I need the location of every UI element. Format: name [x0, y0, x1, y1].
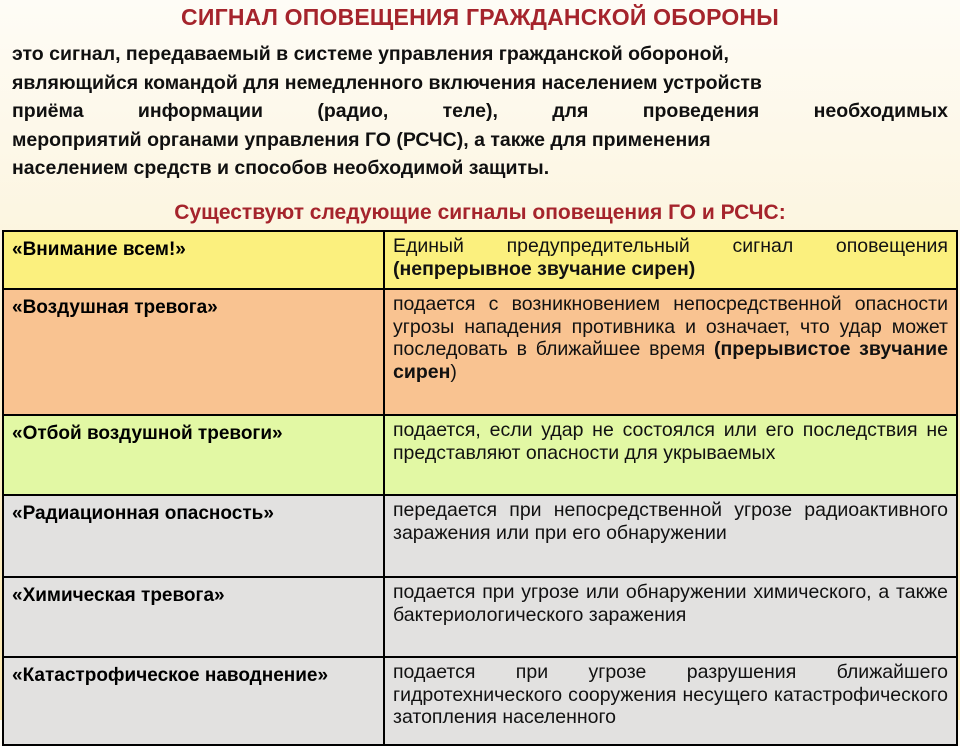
signals-table [2, 230, 958, 746]
table-row [3, 231, 957, 289]
description-text: подается при угрозе разрушения ближайшего гидротехнического сооружения несущего катастрофического затопления населенного [393, 661, 948, 728]
definition-paragraph [12, 40, 948, 183]
description-tail: ) [450, 360, 457, 383]
table-row [3, 577, 957, 657]
description-text: подается, если удар не состоялся или его последствия не представляют опасности для укрываемых [393, 419, 948, 464]
signal-description [384, 577, 957, 657]
definition-line: это сигнал, передаваемый в системе управления гражданской обороной, [12, 43, 729, 65]
table-row [3, 495, 957, 577]
table-row [3, 657, 957, 745]
description-bold: (прерывистое звучание сирен [393, 338, 948, 383]
description-bold: (непрерывное звучание сирен) [393, 257, 696, 280]
definition-line: являющийся командой для немедленного включения населением устройств [12, 71, 762, 94]
table-row [3, 415, 957, 495]
slide-title: СИГНАЛ ОПОВЕЩЕНИЯ ГРАЖДАНСКОЙ ОБОРОНЫ [181, 4, 779, 30]
definition-line: приёма информации (радио, теле), для проведения необходимых [12, 100, 948, 122]
signal-description [384, 231, 957, 289]
table-row [3, 289, 957, 415]
signal-name: «Химическая тревога» [3, 577, 384, 657]
signal-name: «Радиационная опасность» [3, 495, 384, 577]
description-text: подается с возникновением непосредственной опасности угрозы нападения противника и означает, что удар может последовать в ближайшее время [393, 293, 948, 360]
definition-line: мероприятий органами управления ГО (РСЧС), а также для применения [12, 128, 711, 151]
signal-description [384, 657, 957, 745]
description-text: подается при угрозе или обнаружении химического, а также бактериологического заражения [393, 581, 948, 626]
definition-line: населением средств и способов необходимой защиты. [12, 157, 550, 179]
signals-subtitle: Существуют следующие сигналы оповещения ГО и РСЧС: [174, 201, 786, 224]
signal-description [384, 289, 957, 415]
description-text: передается при непосредственной угрозе радиоактивного заражения или при его обнаружении [393, 499, 948, 544]
signal-name: «Воздушная тревога» [3, 289, 384, 415]
signal-name: «Внимание всем!» [3, 231, 384, 289]
signal-description [384, 415, 957, 495]
signal-name: «Отбой воздушной тревоги» [3, 415, 384, 495]
signal-name: «Катастрофическое наводнение» [3, 657, 384, 745]
description-text: Единый предупредительный сигнал оповещения [393, 235, 948, 257]
signal-description [384, 495, 957, 577]
